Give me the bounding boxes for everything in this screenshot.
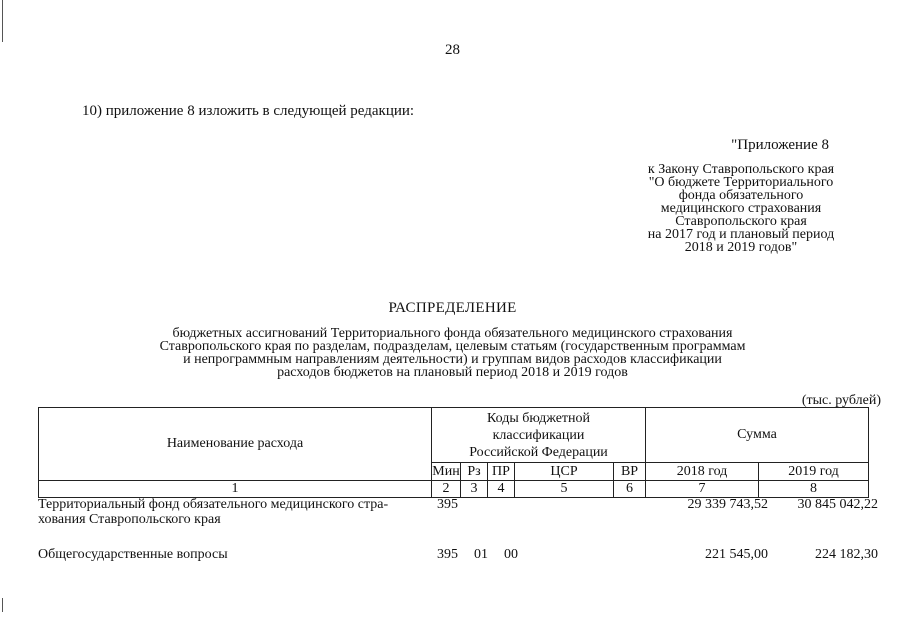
table-row	[38, 547, 881, 567]
scan-edge-mark	[2, 0, 3, 42]
table-row	[38, 497, 881, 547]
intro-line: 10) приложение 8 изложить в следующей редакции:	[82, 103, 415, 119]
appendix-line: Ставропольского края	[675, 214, 807, 229]
col-number: 1	[39, 481, 432, 498]
appendix-title: "Приложение 8	[731, 137, 829, 153]
header-codes-line: классификации	[492, 427, 585, 443]
units-note: (тыс. рублей)	[801, 393, 881, 408]
header-codes-line: Коды бюджетной	[486, 410, 591, 426]
appendix-line: медицинского страхования	[660, 201, 822, 216]
row-name-line: Общегосударственные вопросы	[38, 547, 228, 562]
header-codes-line: Российской Федерации	[469, 444, 608, 460]
budget-table-body	[38, 497, 881, 567]
document-heading: РАСПРЕДЕЛЕНИЕ	[388, 300, 517, 316]
appendix-line: 2018 и 2019 годов"	[684, 240, 798, 255]
row-min: 395	[437, 497, 458, 512]
col-number: 8	[759, 481, 869, 498]
row-name-line: хования Ставропольского края	[38, 512, 221, 527]
col-number: 2	[432, 481, 461, 498]
col-number: 6	[614, 481, 646, 498]
appendix-line: "О бюджете Территориального	[648, 175, 834, 190]
col-min: Мин	[432, 463, 460, 479]
subtitle-line: расходов бюджетов на плановый период 2018 и 2019 годов	[277, 365, 628, 380]
col-pr: ПР	[488, 463, 515, 481]
appendix-line: фонда обязательного	[678, 188, 804, 203]
row-name	[38, 547, 418, 562]
row-2018: 29 339 743,52	[687, 497, 768, 512]
row-2019: 30 845 042,22	[797, 497, 878, 512]
col-rz: Рз	[461, 463, 488, 481]
row-2019: 224 182,30	[815, 547, 878, 562]
document-subtitle	[140, 327, 765, 379]
header-codes	[432, 408, 646, 463]
col-2019: 2019 год	[759, 463, 869, 481]
page-number: 28	[445, 42, 460, 58]
col-number: 5	[515, 481, 614, 498]
row-2018: 221 545,00	[705, 547, 768, 562]
col-number: 4	[488, 481, 515, 498]
scan-edge-mark	[2, 598, 3, 612]
appendix-line: на 2017 год и плановый период	[647, 227, 835, 242]
col-csr: ЦСР	[515, 463, 614, 481]
col-number: 3	[461, 481, 488, 498]
row-name	[38, 497, 418, 527]
row-pr: 00	[504, 547, 518, 562]
subtitle-line: и непрограммным направлениям деятельности) и группам видов расходов классификации	[183, 352, 722, 367]
row-rz: 01	[474, 547, 488, 562]
header-sum: Сумма	[646, 408, 869, 463]
subtitle-line: Ставропольского края по разделам, подразделам, целевым статьям (государственным программам	[159, 339, 746, 354]
row-name-line: Территориальный фонд обязательного медицинского стра-	[38, 497, 389, 512]
row-min: 395	[437, 547, 458, 562]
col-number: 7	[646, 481, 759, 498]
col-vr: ВР	[614, 463, 646, 481]
appendix-line: к Закону Ставропольского края	[647, 162, 835, 177]
subtitle-line: бюджетных ассигнований Территориального фонда обязательного медицинского страхования	[172, 326, 733, 341]
header-name: Наименование расхода	[39, 408, 432, 481]
appendix-caption	[601, 163, 881, 254]
col-2018: 2018 год	[646, 463, 759, 481]
budget-table-header	[38, 407, 869, 498]
